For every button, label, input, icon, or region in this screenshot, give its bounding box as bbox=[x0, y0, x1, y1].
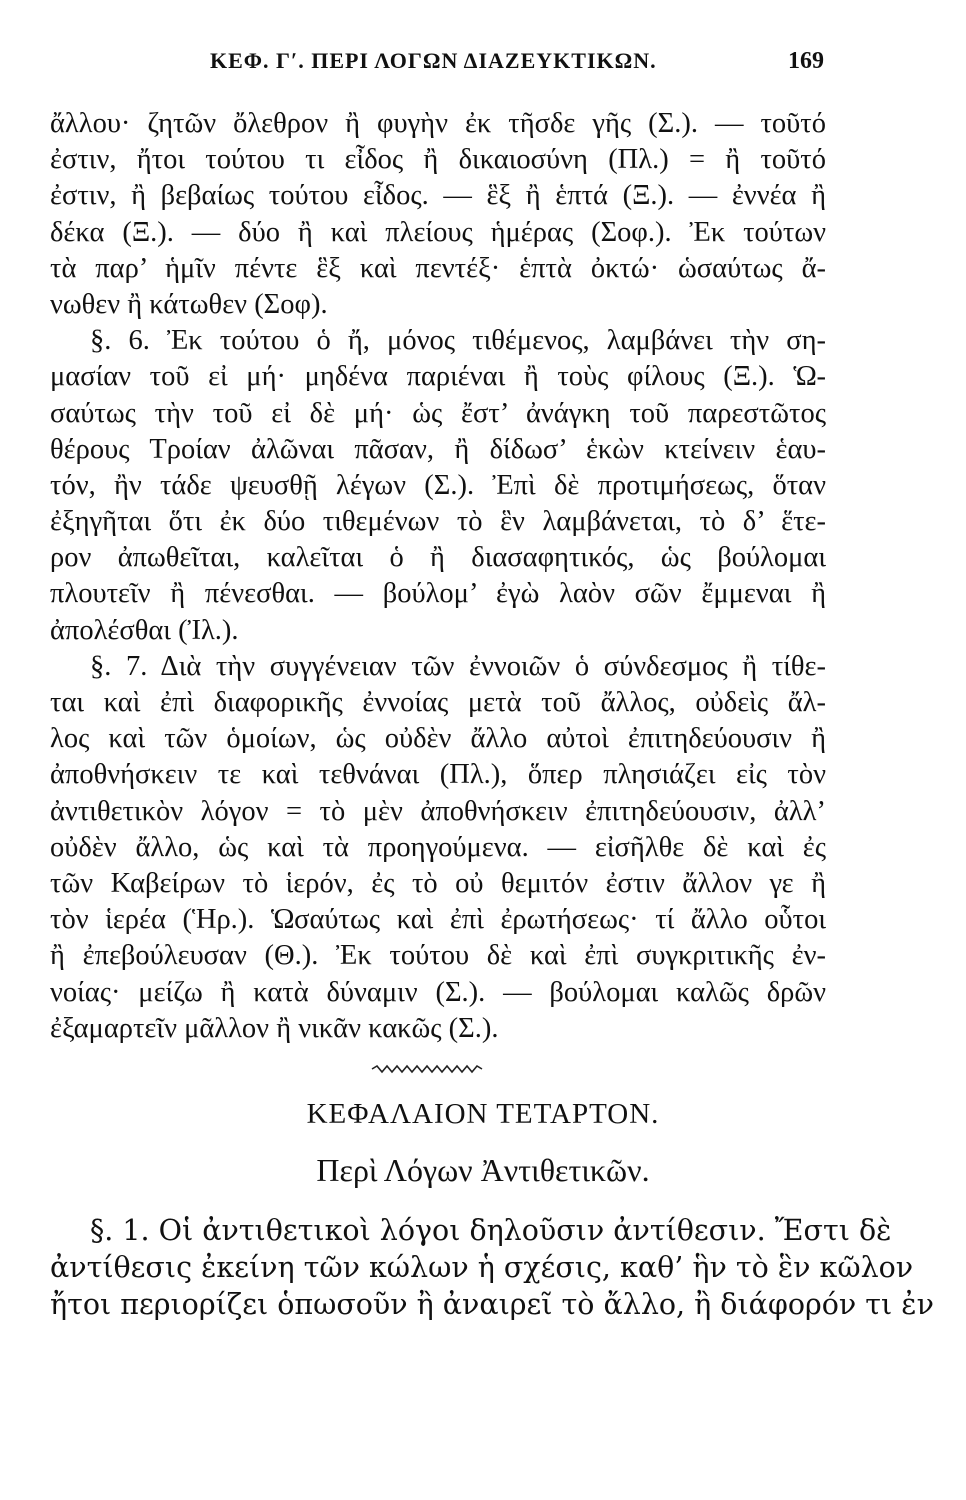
text-line: ἀντιθετικὸν λόγον = τὸ μὲν ἀποθνήσκειν ἐπιτηδεύουσιν, ἀλλ’ bbox=[50, 795, 826, 827]
text-line: οὐδὲν ἄλλο, ὡς καὶ τὰ προηγούμενα. — εἰσῆλθε δὲ καὶ ἐς bbox=[50, 831, 826, 863]
text-line: λος καὶ τῶν ὁμοίων, ὡς οὐδὲν ἄλλο αὐτοὶ ἐπιτηδεύουσιν ἢ bbox=[50, 723, 826, 755]
text-line: νοίας· μείζω ἢ κατὰ δύναμιν (Σ.). — βούλομαι καλῶς δρῶν bbox=[50, 976, 826, 1008]
running-title: ΚΕΦ. Γʹ. ΠΕΡΙ ΛΟΓΩΝ ΔΙΑΖΕΥΚΤΙΚΩΝ. bbox=[210, 48, 657, 73]
page-number: 169 bbox=[788, 48, 824, 74]
text-line: τόν, ἢν τάδε ψευσθῇ λέγων (Σ.). Ἐπὶ δὲ προτιμήσεως, ὅταν bbox=[50, 469, 826, 501]
text-line: ται καὶ ἐπὶ διαφορικῆς ἐννοίας μετὰ τοῦ ἄλλος, οὐδεὶς ἄλ- bbox=[50, 687, 826, 718]
text-line: ἢ ἐπεβούλευσαν (Θ.). Ἐκ τούτου δὲ καὶ ἐπὶ συγκριτικῆς ἐν- bbox=[50, 940, 826, 972]
text-line: ἐξηγῆται ὅτι ἐκ δύο τιθεμένων τὸ ἓν λαμβάνεται, τὸ δ’ ἕτε- bbox=[50, 506, 826, 538]
text-line: ἐστιν, ἤτοι τούτου τι εἶδος ἢ δικαιοσύνη (Πλ.) = ἢ τοῦτό bbox=[50, 144, 826, 176]
text-line: τὰ παρ’ ἡμῖν πέντε ἓξ καὶ πεντέξ· ἑπτὰ ὀκτώ· ὡσαύτως ἄ- bbox=[50, 252, 826, 284]
text-line: πλουτεῖν ἢ πένεσθαι. — βούλομ’ ἐγὼ λαὸν σῶν ἔμμεναι ἢ bbox=[50, 578, 826, 610]
text-line: σαύτως τὴν τοῦ εἰ δὲ μή· ὡς ἔστ’ ἀνάγκη τοῦ παρεστῶτος bbox=[50, 397, 826, 429]
text-line: ἤτοι περιορίζει ὁπωσοῦν ἢ ἀναιρεῖ τὸ ἄλλο, ἢ διάφορόν τι ἐν bbox=[50, 1288, 934, 1321]
main-text-block bbox=[50, 106, 826, 1047]
section-title: Περὶ Λόγων Ἀντιθετικῶν. bbox=[316, 1152, 650, 1188]
text-line: μασίαν τοῦ εἰ μή· μηδένα παριέναι ἢ τοὺς φίλους (Ξ.). Ὡ- bbox=[50, 361, 826, 393]
ornamental-divider bbox=[372, 1064, 482, 1074]
chapter-text-block bbox=[50, 1212, 934, 1323]
text-line: ἄλλου· ζητῶν ὄλεθρον ἢ φυγὴν ἐκ τῆσδε γῆς (Σ.). — τοῦτό bbox=[50, 108, 826, 139]
section-6-start: §. 6. Ἐκ τούτου ὁ ἤ, μόνος τιθέμενος, λαμβάνει τὴν ση- bbox=[90, 325, 826, 357]
text-line: δέκα (Ξ.). — δύο ἢ καὶ πλείους ἡμέρας (Σοφ.). Ἐκ τούτων bbox=[50, 216, 826, 248]
section-1-start: §. 1. Οἱ ἀντιθετικοὶ λόγοι δηλοῦσιν ἀντίθεσιν. Ἔστι δὲ bbox=[90, 1214, 892, 1247]
text-line: νωθεν ἢ κάτωθεν (Σοφ). bbox=[50, 288, 328, 320]
text-line: ἀντίθεσις ἐκείνη τῶν κώλων ἡ σχέσις, καθ’ ἣν τὸ ἓν κῶλον bbox=[50, 1251, 914, 1284]
text-line: ἀποθνήσκειν τε καὶ τεθνάναι (Πλ.), ὅπερ πλησιάζει εἰς τὸν bbox=[50, 759, 826, 791]
text-line: ρον ἀπωθεῖται, καλεῖται ὁ ἢ διασαφητικός, ὡς βούλομαι bbox=[50, 542, 826, 574]
text-line: ἐστιν, ἢ βεβαίως τούτου εἶδος. — ἓξ ἢ ἑπτά (Ξ.). — ἐννέα ἢ bbox=[50, 180, 826, 212]
section-7-start: §. 7. Διὰ τὴν συγγένειαν τῶν ἐννοιῶν ὁ σύνδεσμος ἢ τίθε- bbox=[90, 650, 826, 682]
text-line: ἀπολέσθαι (Ἰλ.). bbox=[50, 614, 239, 646]
text-line: ἐξαμαρτεῖν μᾶλλον ἢ νικᾶν κακῶς (Σ.). bbox=[50, 1012, 499, 1044]
text-line: τῶν Καβείρων τὸ ἱερόν, ἐς τὸ οὐ θεμιτόν ἐστιν ἄλλον γε ἢ bbox=[50, 867, 826, 899]
text-line: θέρους Τροίαν ἀλῶναι πᾶσαν, ἢ δίδωσ’ ἑκὼν κτείνειν ἑαυ- bbox=[50, 433, 826, 465]
chapter-title: ΚΕΦΑΛΑΙΟΝ ΤΕΤΑΡΤΟΝ. bbox=[306, 1098, 660, 1130]
text-line: τὸν ἱερέα (Ἡρ.). Ὡσαύτως καὶ ἐπὶ ἐρωτήσεως· τί ἄλλο οὗτοι bbox=[50, 904, 826, 936]
